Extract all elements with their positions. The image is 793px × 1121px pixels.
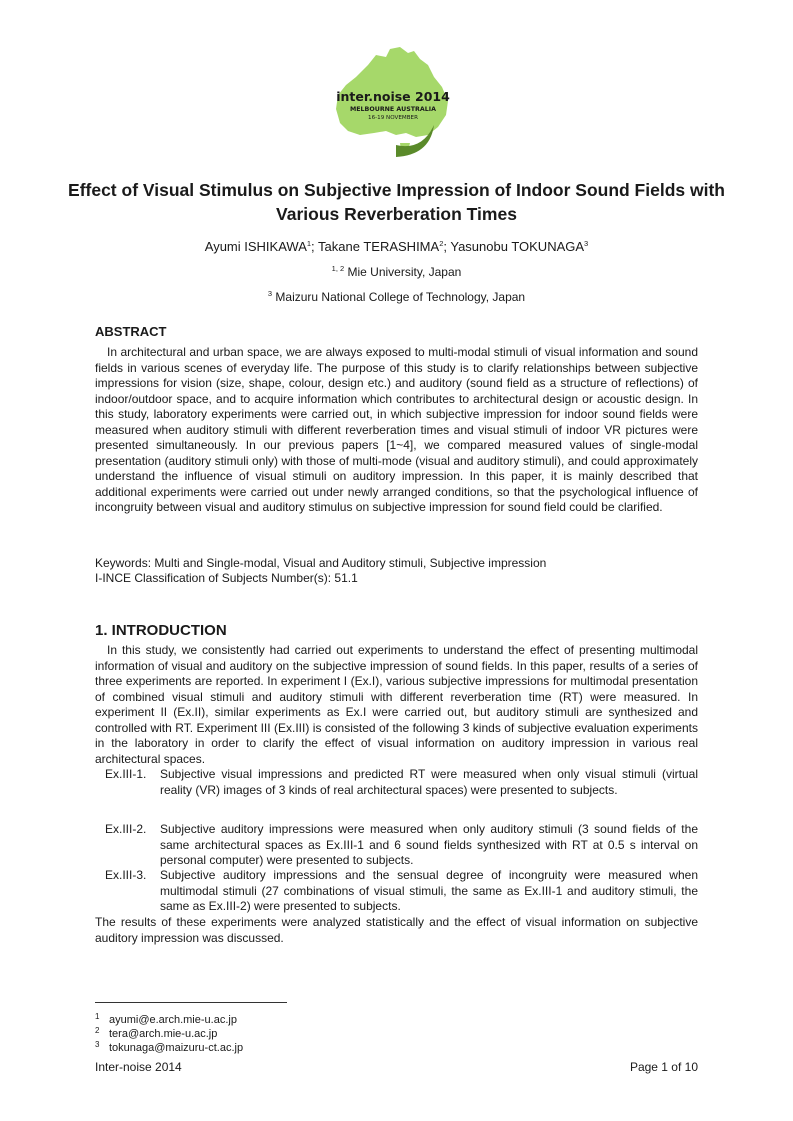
conference-logo bbox=[330, 43, 456, 168]
author-list: Ayumi ISHIKAWA$^1$; Takane TERASHIMA$^2$; Yasunobu TOKUNAGA$^3$ bbox=[204, 239, 589, 254]
logo-location: MELBOURNE AUSTRALIA bbox=[349, 106, 437, 113]
logo-dates: 16-19 NOVEMBER bbox=[368, 115, 418, 121]
list-item-text: Subjective auditory impressions and the sensual degree of incongruity were measured when multimodal stimuli (27 combinations of visual stimuli, the same as Ex.III-1 and auditory stimuli, the same as Ex.III-2) were presented to subjects. bbox=[160, 868, 698, 913]
list-item-text: Subjective auditory impressions were measured when only auditory stimuli (3 sound fields of the same architectural spaces as Ex.III-1 and 6 sound fields synthesized with RT at 0.5 s interval on personal computer) were presented to subjects. bbox=[160, 822, 698, 867]
list-item-label: Ex.III-2. bbox=[105, 822, 147, 836]
list-item bbox=[95, 767, 698, 798]
list-item-text: Subjective visual impressions and predicted RT were measured when only visual stimuli (virtual reality (VR) images of 3 kinds of real architectural spaces) were presented to subjects. bbox=[160, 767, 698, 797]
footnote-divider bbox=[95, 1002, 287, 1003]
abstract-text: In architectural and urban space, we are always exposed to multi-modal stimuli of visual information and sound fields in various scenes of everyday life. The purpose of this study is to clarify relationships between subjective impressions for vision (size, shape, colour, design etc.) and auditory (sound field as a structure of reflections) of indoor/outdoor space, and to acquire information which contributes to architectural design or acoustic design. In this study, laboratory experiments were carried out, in which subjective impression for indoor sound fields were measured when auditory stimuli with different reverberation times and visual stimuli of indoor VR pictures were presented simultaneously. In our previous papers [1~4], we compared measured values of single-modal presentation (auditory stimuli only) with those of multi-mode (visual and auditory stimuli), and could approximately understand the influence of visual stimuli on auditory impression. In this paper, it is mainly described that additional experiments were carried out under newly arranged conditions, so that the psychological influence of incongruity between visual and auditory stimulus on subjective impression for sound field could be clarified. bbox=[95, 345, 698, 514]
author-name: Yasunobu TOKUNAGA bbox=[450, 239, 585, 254]
author-sup: 1 bbox=[306, 239, 312, 248]
paper-title: Effect of Visual Stimulus on Subjective Impression of Indoor Sound Fields with Various Reverberation Times bbox=[68, 180, 725, 224]
footnote: 1 ayumi@e.arch.mie-u.ac.jp bbox=[95, 1012, 237, 1026]
author-name: Ayumi ISHIKAWA bbox=[204, 239, 307, 254]
page-number: Page 1 of 10 bbox=[629, 1060, 698, 1074]
classification: I-INCE Classification of Subjects Number(s): 51.1 bbox=[95, 571, 358, 585]
author-sup: 2 bbox=[439, 239, 444, 248]
list-item-label: Ex.III-1. bbox=[105, 767, 147, 781]
introduction-heading: 1. INTRODUCTION bbox=[95, 622, 227, 639]
footnote: 2 tera@arch.mie-u.ac.jp bbox=[95, 1026, 218, 1040]
list-item bbox=[95, 868, 698, 915]
footer-conference: Inter-noise 2014 bbox=[95, 1060, 182, 1074]
affiliation: $^{1, 2}$ Mie University, Japan bbox=[331, 264, 462, 279]
intro-closing-paragraph: The results of these experiments were analyzed statistically and the effect of visual information on subjective auditory impression was discussed. bbox=[95, 915, 698, 945]
intro-paragraph: In this study, we consistently had carried out experiments to understand the effect of presenting multimodal information of visual and auditory on the subjective impression of sound fields. In this paper, results of a series of three experiments are reported. In experiment I (Ex.I), various subjective impressions for multimodal presentation of combined visual stimuli and auditory stimuli with different reverberation time (RT) were measured. In experiment II (Ex.II), similar experiments as Ex.I were carried out, but auditory stimuli are synthesized and controlled with RT. Experiment III (Ex.III) is consisted of the following 3 kinds of subjective evaluation experiments in the laboratory in order to clarify the effect of visual information on auditory impression in various real architectural spaces. bbox=[95, 643, 698, 766]
list-item-label: Ex.III-3. bbox=[105, 868, 147, 882]
keywords: Keywords: Multi and Single-modal, Visual and Auditory stimuli, Subjective impression bbox=[95, 556, 547, 570]
affiliation: $^3$ Maizuru National College of Technology, Japan bbox=[267, 289, 526, 304]
logo-name: inter.noise 2014 bbox=[336, 89, 450, 104]
abstract-heading: ABSTRACT bbox=[95, 324, 167, 339]
author-name: Takane TERASHIMA bbox=[318, 239, 440, 254]
author-sup: 3 bbox=[584, 239, 589, 248]
list-item bbox=[95, 822, 698, 869]
footnote: 3 tokunaga@maizuru-ct.ac.jp bbox=[95, 1040, 244, 1054]
